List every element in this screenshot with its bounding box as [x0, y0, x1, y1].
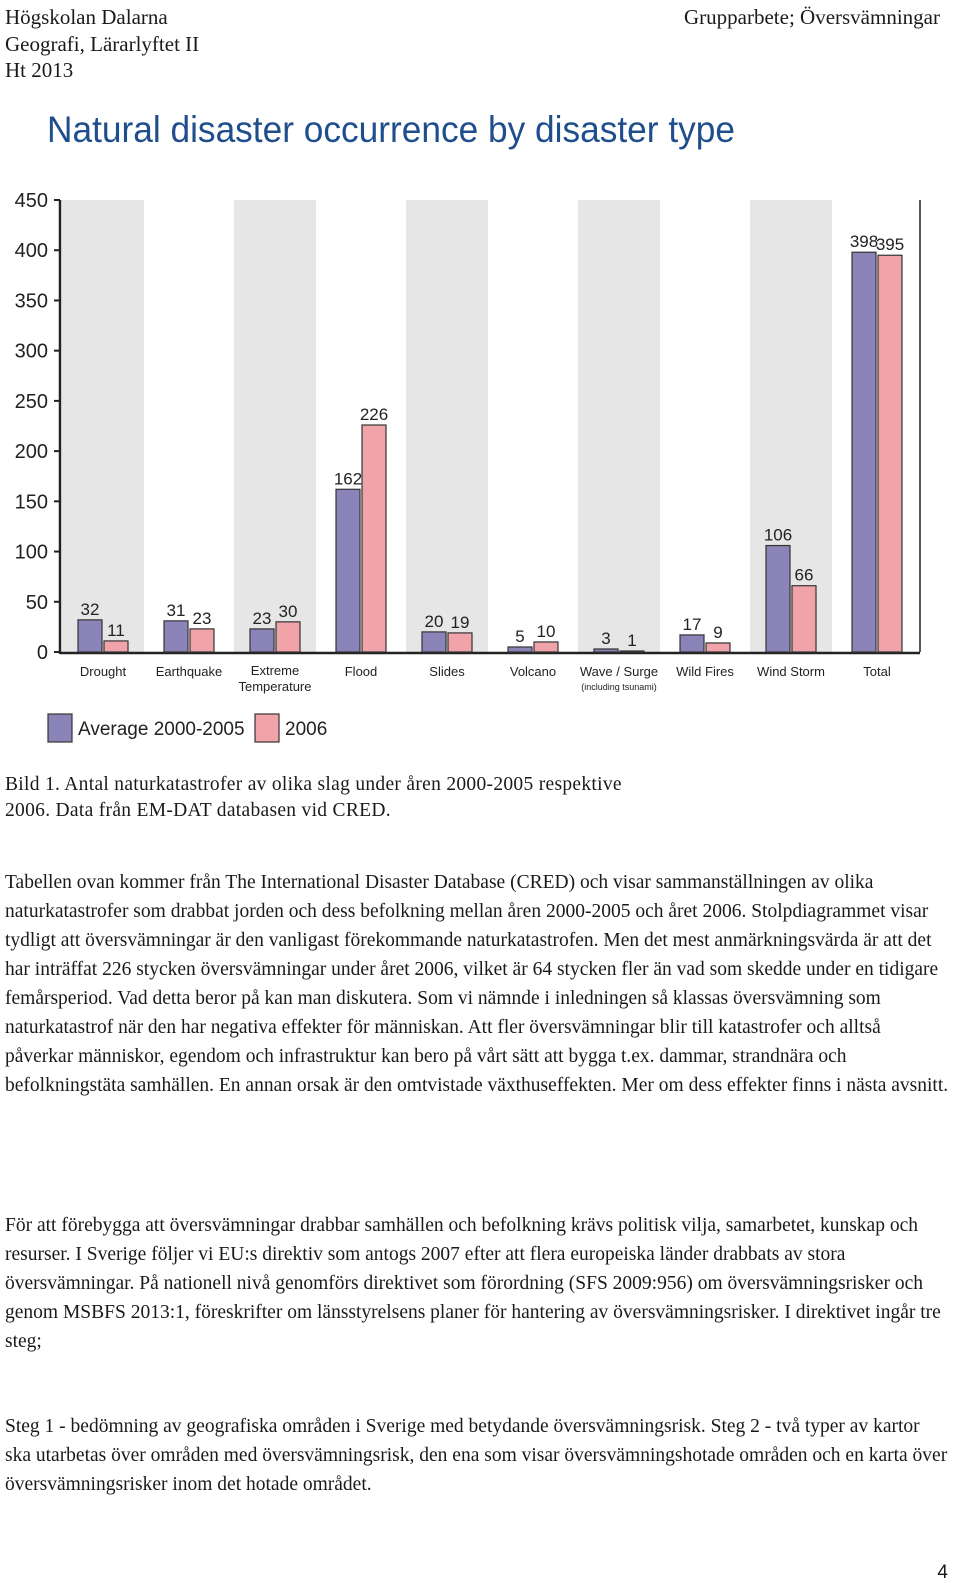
alternating-band [578, 200, 660, 652]
bar-value-label: 19 [450, 612, 470, 632]
x-category-label: Drought [79, 664, 127, 679]
bar-avg [336, 489, 360, 652]
alternating-band [750, 200, 832, 652]
y-tick-label: 150 [14, 491, 48, 514]
bar-avg [680, 635, 704, 652]
bar-value-label: 66 [794, 565, 814, 585]
bar-value-label: 23 [192, 608, 212, 628]
y-tick-label: 250 [14, 390, 48, 413]
bar-value-label: 20 [424, 611, 444, 631]
y-tick-label: 200 [14, 441, 48, 464]
header-right: Grupparbete; Översvämningar [684, 5, 940, 29]
bar-avg [766, 546, 790, 652]
bar-2006 [878, 255, 902, 652]
x-category-label: Flood [344, 664, 378, 679]
x-category-note: (including tsunami) [581, 682, 657, 692]
bar-value-label: 398 [849, 232, 879, 252]
bar-2006 [190, 629, 214, 652]
x-category-label: Wild Fires [676, 664, 734, 679]
bar-2006 [276, 622, 300, 652]
bar-avg [164, 621, 188, 652]
bar-value-label: 226 [359, 404, 389, 424]
bar-value-label: 106 [763, 525, 793, 545]
x-category-label: Slides [429, 664, 465, 679]
bar-2006 [706, 643, 730, 652]
y-tick-label: 50 [25, 591, 48, 614]
x-category-label: Total [863, 664, 891, 679]
bar-2006 [362, 425, 386, 652]
bar-value-label: 11 [107, 620, 125, 640]
bar-value-label: 1 [627, 630, 637, 650]
paragraph-2: För att förebygga att översvämningar drabbar samhällen och befolkning krävs politisk vilja, samarbetet, kunskap och resurser. I Sverige följer vi EU:s direktiv som antogs 2007 efter att flera europeiska länder drabbats av stora översvämningar. På nationell nivå genomförs direktivet som förordning (SFS 2009:956) om översvämningsrisker och genom MSBFS 2013:1, föreskrifter om länsstyrelsens planer för hantering av översvämningsrisker. I direktivet ingår tre steg; [5, 1215, 941, 1352]
header-course: Geografi, Lärarlyftet II [5, 31, 200, 56]
x-category-label: Wave / Surge [579, 664, 659, 679]
bar-value-label: 5 [515, 626, 525, 646]
y-tick-label: 450 [14, 190, 48, 212]
bar-2006 [534, 642, 558, 652]
legend-label: 2006 [285, 719, 328, 740]
bar-value-label: 17 [682, 614, 702, 634]
bar-2006 [448, 633, 472, 652]
figure-caption [5, 772, 935, 824]
bar-value-label: 395 [875, 235, 905, 255]
y-tick-label: 0 [36, 642, 48, 664]
bar-avg [422, 632, 446, 652]
legend-swatch-avg [48, 714, 72, 742]
alternating-band [406, 200, 488, 652]
y-tick-label: 300 [14, 340, 48, 363]
y-tick-label: 100 [14, 541, 48, 564]
x-category-label: Wind Storm [757, 664, 825, 679]
paragraph-1: Tabellen ovan kommer från The International Disaster Database (CRED) och visar sammanställningen av olika naturkatastrofer som drabbat jorden och dess befolkning mellan åren 2000-2005 och året 2006. Stolpdiagrammet visar tydligt att översvämningar är den vanligast förekommande naturkatastrofen. Men det mest anmärkningsvärda är att det har inträffat 226 stycken översvämningar under året 2006, vilket är 64 stycken fler än vad som skedde under en tidigare femårsperiod. Vad detta beror på kan man diskutera. Som vi nämnde i inledningen så klassas översvämning som naturkatastrof när den har negativa effekter för människan. Att fler översvämningar blir till katastrofer och alltså påverkar människor, egendom och infrastruktur kan bero på vårt sätt att bygga t.ex. dammar, strandnära och befolkningstäta samhällen. En annan orsak är den omtvistade växthuseffekten. Mer om dess effekter finns i nästa avsnitt. [5, 872, 949, 1096]
header-left [5, 4, 199, 84]
caption-line-2: 2006. Data från EM-DAT databasen vid CRED. [5, 800, 391, 821]
bar-avg [594, 649, 618, 652]
bar-avg [78, 620, 102, 652]
disaster-bar-chart [0, 90, 960, 760]
legend-swatch-2006 [255, 714, 279, 742]
legend-label: Average 2000-2005 [78, 719, 245, 740]
bar-value-label: 31 [166, 600, 186, 620]
bar-2006 [792, 586, 816, 652]
alternating-band [234, 200, 316, 652]
bar-value-label: 3 [601, 628, 611, 648]
paragraph-3: Steg 1 - bedömning av geografiska områden i Sverige med betydande översvämningsrisk. Steg 2 - två typer av kartor ska utarbetas över områden med översvämningsrisk, den ena som visar översvämningshotade områden och en karta över översvämningsrisker inom det hotade området. [5, 1416, 948, 1495]
bar-2006 [620, 651, 644, 652]
x-category-label-line2: Temperature [238, 679, 312, 694]
y-tick-label: 400 [14, 240, 48, 263]
bar-avg [508, 647, 532, 652]
bar-avg [250, 629, 274, 652]
bar-2006 [104, 641, 128, 652]
bar-value-label: 30 [278, 601, 298, 621]
chart-title: Natural disaster occurrence by disaster type [47, 109, 735, 150]
caption-line-1: Bild 1. Antal naturkatastrofer av olika slag under åren 2000-2005 respektive [5, 774, 622, 795]
x-category-label: Extreme [250, 663, 300, 678]
bar-value-label: 32 [80, 599, 100, 619]
header-school: Högskolan Dalarna [5, 5, 168, 29]
bar-value-label: 23 [252, 608, 272, 628]
x-category-label: Earthquake [155, 664, 223, 679]
bar-value-label: 10 [536, 621, 556, 641]
x-category-label: Volcano [509, 664, 557, 679]
header-term: Ht 2013 [5, 58, 74, 82]
page-number: 4 [937, 1562, 948, 1583]
alternating-band [62, 200, 144, 652]
y-tick-label: 350 [14, 290, 48, 313]
bar-value-label: 162 [333, 469, 363, 489]
bar-avg [852, 252, 876, 652]
bar-value-label: 9 [713, 622, 723, 642]
